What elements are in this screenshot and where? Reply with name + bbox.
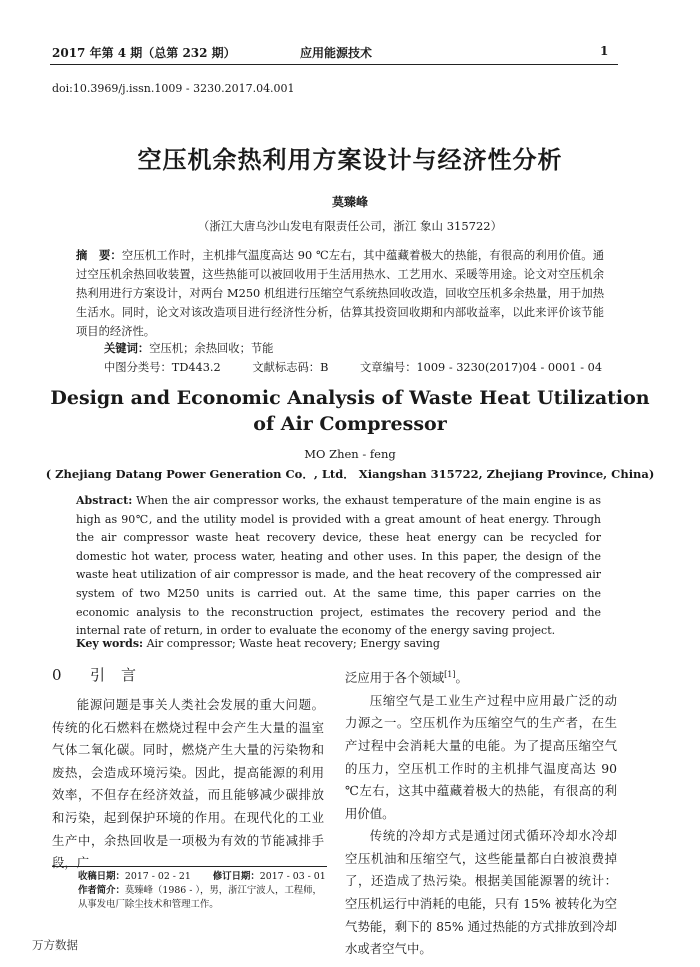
body-text-end: 。 <box>455 670 468 686</box>
keywords-en-text: Air compressor; Waste heat recovery; Energy saving <box>146 637 440 650</box>
abstract-cn-text: 空压机工作时，主机排气温度高达 90 ℃左右，其中蕴藏着极大的热能，有很高的利用价值。通过空压机余热回收装置，这些热能可以被回收用于生活用热水、工艺用水、采暖等用途。论文对空压机余热利用进行方案设计，对两台 M250 机组进行压缩空气系统热回收改造，回收空压机多余热量，用于加热生活水。同时，论文对该改造项目进行经济性分析，估算其投资回收期和内部收益率，以此来评价该节能项目的经济性。 <box>76 249 604 338</box>
doc-code: 文献标志码：B <box>252 361 329 374</box>
affiliation-cn: （浙江大唐乌沙山发电有限责任公司，浙江 象山 315722） <box>197 219 503 233</box>
author-en: MO Zhen - feng <box>304 447 396 461</box>
clc-number: 中图分类号：TD443.2 <box>104 361 221 374</box>
title-cn: 空压机余热利用方案设计与经济性分析 <box>137 145 563 174</box>
footnote-author <box>78 884 328 912</box>
title-en-line2: of Air Compressor <box>253 413 447 435</box>
keywords-cn-label: 关键词： <box>104 341 150 355</box>
footnote-dates <box>78 870 328 884</box>
affiliation-en: ( Zhejiang Datang Power Generation Co．, Ltd． Xiangshan 315722, Zhejiang Province, China) <box>45 467 655 481</box>
abstract-cn-label: 摘 要： <box>76 248 122 262</box>
doi: doi:10.3969/j.issn.1009 - 3230.2017.04.001 <box>52 82 295 95</box>
received-date: 2017 - 02 - 21 <box>124 871 191 882</box>
author-bio-label: 作者简介： <box>78 885 125 896</box>
body-paragraph: 传统的冷却方式是通过闭式循环冷却水冷却空压机油和压缩空气，这些能量都白白被浪费掉了，还造成了热污染。根据美国能源署的统计：空压机运行中消耗的电能，只有 15% 被转化为空气势能，剩下的 85% 通过热能的方式排放到冷却水或者空气中。 <box>345 828 617 957</box>
author-bio: 莫臻峰（1986 - ），男，浙江宁波人，工程师，从事发电厂除尘技术和管理工作。 <box>78 885 322 910</box>
author-cn: 莫臻峰 <box>331 195 368 209</box>
body-paragraph: 压缩空气是工业生产过程中应用最广泛的动力源之一。空压机作为压缩空气的生产者，在生产过程中会消耗大量的电能。为了提高压缩空气的压力，空压机工作时的主机排气温度高达 90 ℃左右，这其中蕴藏着极大的热能，有很高的利用价值。 <box>345 692 617 821</box>
section-title: 引言 <box>90 666 153 684</box>
header-page-number: 1 <box>600 44 609 58</box>
section-heading <box>52 664 152 685</box>
footnote-rule <box>52 866 327 867</box>
header-issue: 2017 年第 4 期（总第 232 期） <box>52 46 236 60</box>
section-number: 0 <box>52 666 62 684</box>
header-journal: 应用能源技术 <box>300 46 373 60</box>
title-en <box>0 385 700 437</box>
abstract-cn <box>76 246 604 341</box>
abstract-en-text: When the air compressor works, the exhaust temperature of the main engine is as high as 90℃, and the utility model is provided with a great amount of heat energy. Through the air compressor waste heat recovery device, these heat energy can be recycled for domestic hot water, process water, heating and other uses. In this paper, the design of the waste heat utilization of air compressor is made, and the heat recovery of the compressed air system of two M250 units is carried out. At the same time, this paper carries on the economic analysis to the reconstruction project, estimates the recovery period and the internal rate of return, in order to evaluate the economy of the energy saving project. <box>76 494 601 638</box>
revised-label: 修订日期： <box>212 871 260 882</box>
keywords-en-label: Key words: <box>76 637 144 650</box>
watermark: 万方数据 <box>32 938 78 952</box>
abstract-en-label: Abstract: <box>76 494 133 507</box>
keywords-cn-text: 空压机；余热回收；节能 <box>149 342 274 355</box>
keywords-en <box>76 637 440 650</box>
body-right-column <box>345 664 617 961</box>
title-en-line1: Design and Economic Analysis of Waste Heat Utilization <box>50 387 650 409</box>
article-number: 文章编号：1009 - 3230(2017)04 - 0001 - 04 <box>360 361 603 374</box>
body-text: 泛应用于各个领域 <box>345 670 445 686</box>
reference-marker: [1] <box>444 670 456 679</box>
body-paragraph-continued <box>345 664 617 690</box>
revised-date: 2017 - 03 - 01 <box>259 871 326 882</box>
footnote <box>78 870 328 912</box>
abstract-en <box>76 492 601 641</box>
body-left-column <box>52 694 324 875</box>
received-label: 收稿日期： <box>78 871 125 882</box>
header-rule <box>50 64 618 65</box>
classification <box>104 359 630 375</box>
body-paragraph: 能源问题是事关人类社会发展的重大问题。传统的化石燃料在燃烧过程中会产生大量的温室气体二氧化碳。同时，燃烧产生大量的污染物和废热，会造成环境污染。因此，提高能源的利用效率，不但存在经济效益，而且能够减少碳排放和污染，起到保护环境的作用。在现代化的工业生产中，余热回收是一项极为有效的节能减排手段，广 <box>52 697 324 871</box>
keywords-cn <box>104 340 273 356</box>
